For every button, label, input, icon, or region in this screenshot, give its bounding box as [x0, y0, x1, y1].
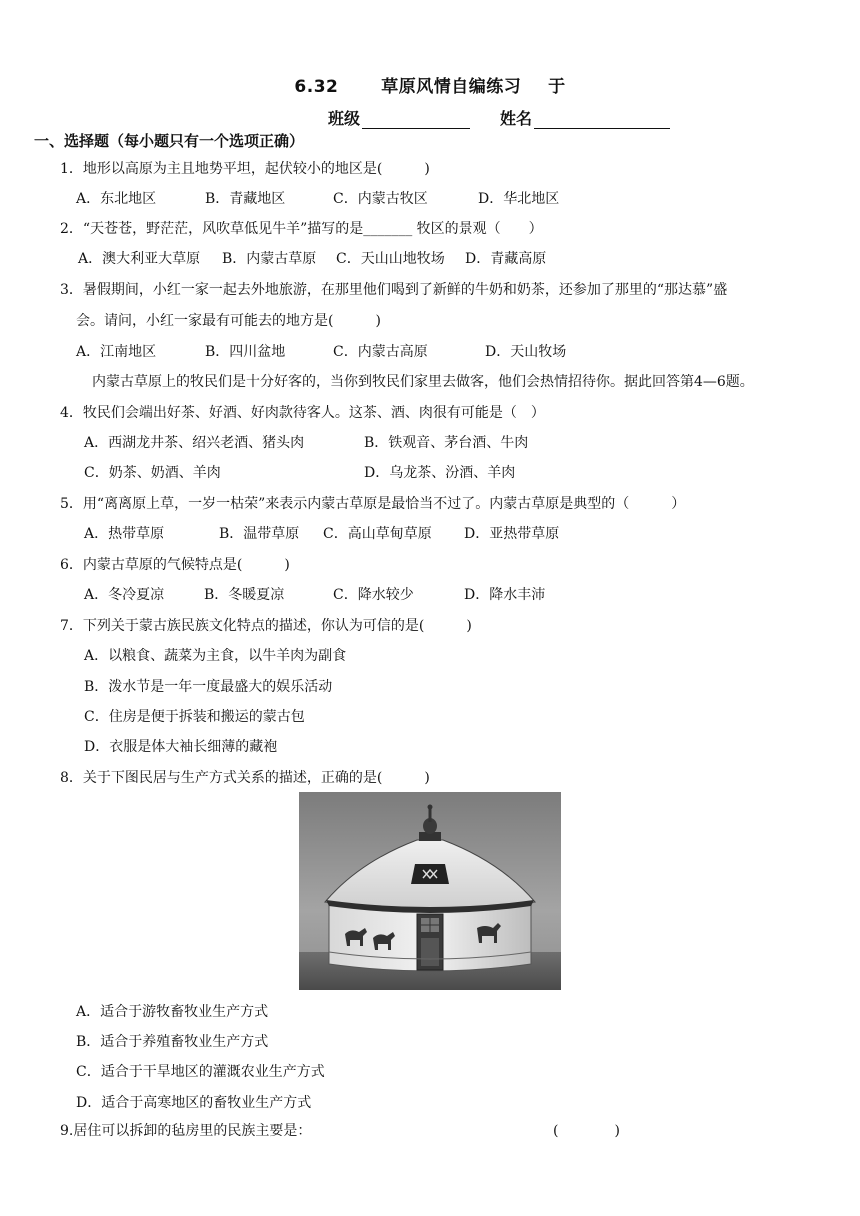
name-blank[interactable] [534, 110, 670, 129]
question-3-stem-line-2: 会。请问，小红一家最有可能去的地方是( ) [76, 313, 381, 329]
name-label: 姓名 [500, 109, 533, 128]
q1-option-b: B．青藏地区 [205, 191, 286, 207]
question-8-stem: 8．关于下图民居与生产方式关系的描述，正确的是( ) [60, 770, 430, 786]
title-author: 于 [548, 77, 566, 97]
question-1-stem: 1．地形以高原为主且地势平坦，起伏较小的地区是( ) [60, 161, 430, 177]
q8-option-c: C．适合于干旱地区的灌溉农业生产方式 [76, 1064, 325, 1080]
q5-option-a: A．热带草原 [84, 526, 165, 542]
page-title [0, 72, 860, 97]
q2-option-b: B．内蒙古草原 [222, 251, 317, 267]
section-title: 一、选择题（每小题只有一个选项正确） [34, 132, 305, 150]
q6-option-a: A．冬冷夏凉 [84, 587, 165, 603]
q3-option-c: C．内蒙古高原 [333, 344, 428, 360]
q2-option-c: C．天山山地牧场 [336, 251, 445, 267]
yurt-photo [299, 792, 561, 990]
q7-option-c: C．住房是便于拆装和搬运的蒙古包 [84, 709, 305, 725]
q6-option-d: D．降水丰沛 [464, 587, 546, 603]
yurt-roof-ornament [411, 864, 449, 884]
q4-option-b: B．铁观音、茅台酒、牛肉 [364, 435, 529, 451]
q7-option-a: A．以粮食、蔬菜为主食，以牛羊肉为副食 [84, 648, 347, 664]
question-6-stem: 6．内蒙古草原的气候特点是( ) [60, 557, 290, 573]
title-number: 6.32 [294, 77, 339, 97]
question-5-stem: 5．用“离离原上草，一岁一枯荣”来表示内蒙古草原是最恰当不过了。内蒙古草原是典型的（ ） [60, 496, 686, 512]
name-field[interactable] [500, 106, 670, 129]
q8-option-b: B．适合于养殖畜牧业生产方式 [76, 1034, 269, 1050]
question-4-stem: 4．牧民们会端出好茶、好酒、好肉款待客人。这茶、酒、肉很有可能是（ ） [60, 405, 545, 421]
q8-option-a: A．适合于游牧畜牧业生产方式 [76, 1004, 269, 1020]
question-9-answer-paren: ( ) [553, 1123, 620, 1139]
class-blank[interactable] [362, 110, 470, 129]
q7-option-d: D．衣服是体大袖长细薄的藏袍 [84, 739, 278, 755]
q2-option-a: A．澳大利亚大草原 [78, 251, 201, 267]
q3-option-a: A．江南地区 [76, 344, 157, 360]
q3-option-b: B．四川盆地 [205, 344, 286, 360]
q4-option-d: D．乌龙茶、汾酒、羊肉 [364, 465, 516, 481]
q1-option-d: D．华北地区 [478, 191, 560, 207]
question-9-stem: 9.居住可以拆卸的毡房里的民族主要是： [60, 1123, 312, 1139]
question-3-stem-line-1: 3．暑假期间，小红一家一起去外地旅游，在那里他们喝到了新鲜的牛奶和奶茶，还参加了那里的“那达慕”盛 [60, 282, 728, 298]
question-7-stem: 7．下列关于蒙古族民族文化特点的描述，你认为可信的是( ) [60, 618, 472, 634]
q6-option-b: B．冬暖夏凉 [204, 587, 285, 603]
q7-option-b: B．泼水节是一年一度最盛大的娱乐活动 [84, 679, 333, 695]
q8-option-d: D．适合于高寒地区的畜牧业生产方式 [76, 1095, 312, 1111]
title-text: 草原风情自编练习 [381, 77, 522, 97]
question-2-stem: 2．“天苍苍，野茫茫，风吹草低见牛羊”描写的是_______ 牧区的景观（ ） [60, 221, 543, 237]
q1-option-c: C．内蒙古牧区 [333, 191, 428, 207]
class-label: 班级 [328, 109, 361, 128]
q4-option-a: A．西湖龙井茶、绍兴老酒、猪头肉 [84, 435, 305, 451]
q4-option-c: C．奶茶、奶酒、羊肉 [84, 465, 221, 481]
q5-option-d: D．亚热带草原 [464, 526, 560, 542]
q1-option-a: A．东北地区 [76, 191, 157, 207]
class-field[interactable] [328, 106, 470, 129]
q3-option-d: D．天山牧场 [485, 344, 567, 360]
q5-option-c: C．高山草甸草原 [323, 526, 432, 542]
q2-option-d: D．青藏高原 [465, 251, 547, 267]
intro-4-6: 内蒙古草原上的牧民们是十分好客的，当你到牧民们家里去做客，他们会热情招待你。据此回答第4—6题。 [92, 374, 754, 390]
q6-option-c: C．降水较少 [333, 587, 414, 603]
q5-option-b: B．温带草原 [219, 526, 300, 542]
